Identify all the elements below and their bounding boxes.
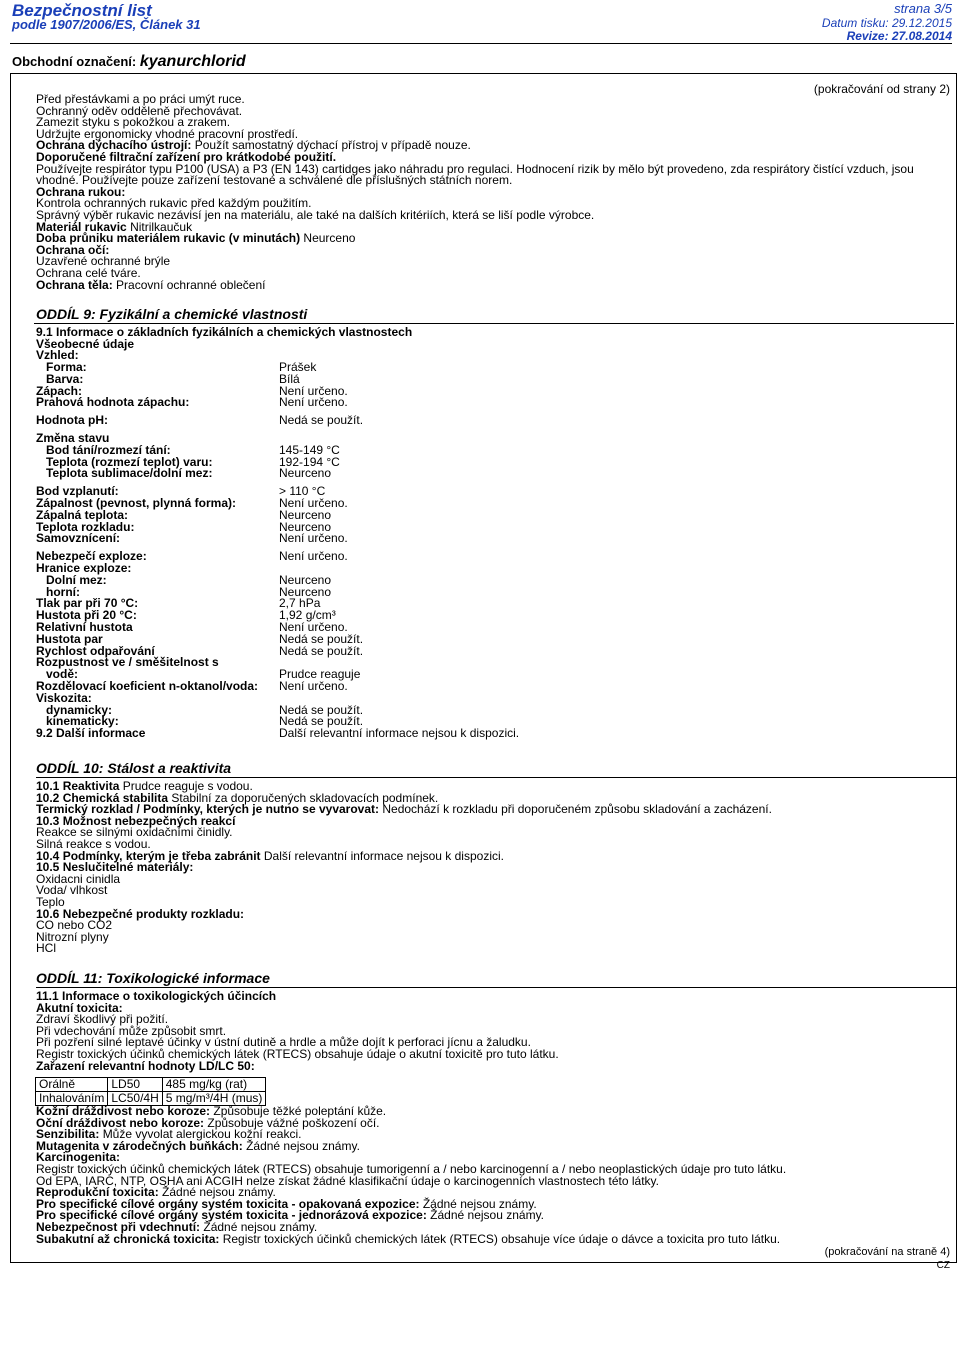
property-value: Není určeno.: [279, 549, 348, 564]
body-protection: [36, 277, 951, 292]
value: Žádné nejsou známy.: [246, 1138, 360, 1153]
property-value: 192-194 °C: [279, 454, 340, 469]
property-label: Hranice exploze:: [36, 560, 132, 575]
text-line: Při pozření silné leptavé účinky v ústní dutině a hrdle a může dojít k perforaci jícnu a žaludku.: [36, 1035, 531, 1050]
section-11-block-b: [36, 1106, 951, 1245]
property-label: Barva:: [46, 371, 84, 386]
text-line: CO nebo CO2: [36, 918, 113, 933]
continued-to: (pokračování na straně 4): [824, 1246, 950, 1258]
property-label: Zápalnost (pevnost, plynná forma):: [36, 495, 237, 510]
property-label: vodě:: [46, 667, 79, 682]
property-value: Není určeno.: [279, 383, 348, 398]
value: Další relevantní informace nejsou k dispozici.: [263, 848, 504, 863]
property-value: Neurceno: [279, 507, 332, 522]
table-cell: LD50: [108, 1078, 162, 1092]
eye-protection-heading: Ochrana očí:: [36, 242, 110, 257]
table-cell: 485 mg/kg (rat): [162, 1078, 266, 1092]
value: Použít samostatný dýchací přístroj v případě nouze.: [194, 138, 471, 153]
trade-label: Obchodní označení:: [12, 54, 137, 69]
trade-value: kyanurchlorid: [139, 53, 246, 70]
label: Pro specifické cílové orgány systém toxicita - jednorázová expozice:: [36, 1208, 427, 1223]
value: Žádné nejsou známy.: [162, 1185, 276, 1200]
label: Nebezpečnost při vdechnutí:: [36, 1219, 201, 1234]
glove-breakthrough: [36, 233, 951, 245]
label: Ochrana dýchacího ústrojí:: [36, 138, 192, 153]
header-title: Bezpečnostní list: [12, 1, 152, 20]
text-line: Od EPA, IARC, NTP, OSHA ani ACGIH nelze získat žádné klasifikační údaje o karcinogenních vlastnostech této látky.: [36, 1173, 659, 1188]
value: Stabilní za doporučených skladovacích podmínek.: [171, 790, 439, 805]
property-label: Změna stavu: [36, 430, 110, 445]
mutagenicity: [36, 1138, 951, 1153]
property-label: Rozdělovací koeficient n-oktanol/voda:: [36, 678, 259, 693]
subheading: Všeobecné údaje: [36, 336, 135, 351]
section-11-title: ODDÍL 11: Toxikologické informace: [36, 970, 270, 986]
value: Pracovní ochranné oblečení: [116, 277, 266, 292]
property-value: Nedá se použít.: [279, 413, 364, 428]
text-line: Reakce se silnými oxidačními činidly.: [36, 825, 233, 840]
property-row: [36, 678, 412, 693]
property-row: [36, 397, 412, 409]
property-label: Teplota (rozmezí teplot) varu:: [46, 454, 213, 469]
subheading: 11.1 Informace o toxikologických účincích: [36, 989, 277, 1003]
property-value: Nedá se použít.: [279, 714, 364, 729]
label: Mutagenita v zárodečných buňkách:: [36, 1138, 243, 1153]
property-value: Není určeno.: [279, 619, 348, 634]
property-value: Neurceno: [279, 584, 332, 599]
property-label: Hustota při 20 °C:: [36, 608, 137, 623]
label: Pro specifické cílové orgány systém toxicita - opakovaná expozice:: [36, 1196, 420, 1211]
value: Způsobuje vážné poškození očí.: [207, 1115, 380, 1130]
text-line: Správný výběr rukavic nezávisí jen na materiálu, ale také na dalších kritériích, která se liší podle výrobce.: [36, 207, 595, 222]
text-line: Ochranný oděv odděleně přechovávat.: [36, 103, 243, 118]
table-cell: LC50/4H: [108, 1092, 162, 1106]
text-line: Ochrana celé tváre.: [36, 265, 141, 280]
property-label: Dolní mez:: [46, 572, 107, 587]
header-dates: [822, 17, 952, 43]
property-label: 9.2 Další informace: [36, 726, 146, 741]
property-value: Prudce reaguje: [279, 667, 361, 682]
property-value: Neurceno: [279, 572, 332, 587]
property-label: Hustota par: [36, 631, 103, 646]
property-row: [36, 371, 412, 386]
text-line: Teplo: [36, 894, 65, 909]
property-value: Není určeno.: [279, 678, 348, 693]
value: Nitrilkaučuk: [130, 219, 193, 234]
property-label: Nebezpečí exploze:: [36, 549, 147, 564]
text-line: Registr toxických účinků chemických látek (RTECS) obsahuje tumorigenní a / nebo karcinogenní a / nebo neoplastických údaje pro tuto látku.: [36, 1161, 787, 1176]
property-row: [36, 468, 412, 480]
property-row: [36, 726, 520, 741]
continued-from: (pokračování od strany 2): [813, 82, 950, 96]
table-cell: 5 mg/m³/4H (mus): [162, 1092, 266, 1106]
subheading: Akutní toxicita:: [36, 1000, 123, 1015]
property-label: Teplota sublimace/dolní mez:: [46, 466, 213, 481]
property-label: Prahová hodnota zápachu:: [36, 395, 190, 410]
label: Doba průniku materiálem rukavic (v minutách): [36, 231, 301, 246]
properties-list: [36, 348, 520, 741]
trade-name: [12, 53, 246, 71]
language-code: CZ: [936, 1260, 950, 1271]
label: Kožní dráždivost nebo koroze:: [36, 1104, 211, 1118]
property-row: [36, 350, 412, 362]
subheading: 10.3 Možnost nebezpečných reakcí: [36, 813, 236, 828]
property-value: Neurceno: [279, 466, 332, 481]
property-value: 2,7 hPa: [279, 596, 321, 611]
content-frame: [10, 73, 957, 1271]
chronic-toxicity: [36, 1231, 951, 1246]
property-label: dynamicky:: [46, 702, 113, 717]
table-cell: Inhalováním: [36, 1092, 108, 1106]
section-9-block: [36, 325, 520, 741]
text-line: Uzavřené ochranné brýle: [36, 254, 171, 269]
property-value: Nedá se použít.: [279, 631, 364, 646]
property-row: [36, 359, 412, 374]
property-label: Zápach:: [36, 383, 83, 398]
property-value: > 110 °C: [279, 484, 326, 499]
property-label: Relativní hustota: [36, 619, 133, 634]
label: 10.4 Podmínky, kterým je třeba zabránit: [36, 848, 261, 863]
subheading: 9.1 Informace o základních fyzikálních a chemických vlastnostech: [36, 325, 413, 339]
label: Oční dráždivost nebo koroze:: [36, 1115, 205, 1130]
property-label: Tlak par při 70 °C:: [36, 596, 139, 611]
property-label: horní:: [46, 584, 80, 599]
property-label: Bod tání/rozmezí tání:: [46, 442, 171, 457]
property-label: Samovznícení:: [36, 531, 121, 546]
subheading: Karcinogenita:: [36, 1150, 121, 1165]
value: Nedochází k rozkladu při doporučeném způsobu skladování a zacházení.: [382, 802, 772, 817]
property-row: [36, 415, 412, 427]
header-rule: [10, 43, 952, 44]
table-row: [36, 1078, 266, 1092]
label: Senzibilita:: [36, 1127, 100, 1142]
value: Žádné nejsou známy.: [203, 1219, 318, 1234]
property-label: Viskozita:: [36, 690, 92, 705]
property-row: [36, 572, 412, 587]
property-label: kinematicky:: [46, 714, 119, 729]
table-cell: Orálně: [36, 1078, 108, 1092]
text-line: Kontrola ochranných rukavic před každým použitím.: [36, 196, 312, 211]
subheading: 10.5 Neslučitelné materiály:: [36, 860, 194, 875]
property-label: Rozpustnost ve / směšitelnost s: [36, 655, 219, 670]
property-label: Bod vzplanutí:: [36, 484, 119, 499]
section-8-block: [36, 94, 951, 291]
value: Prudce reaguje s vodou.: [122, 779, 253, 793]
label: Subakutní až chronická toxicita:: [36, 1231, 220, 1246]
text-line: Nitrozní plyny: [36, 929, 109, 944]
text-line: Před přestávkami a po práci umýt ruce.: [36, 92, 245, 106]
section-10-block: [36, 781, 951, 955]
property-value: Nedá se použít.: [279, 702, 364, 717]
property-label: Forma:: [46, 359, 87, 374]
text-line: Zamezit styku s pokožkou a zrakem.: [36, 115, 231, 130]
property-value: Není určeno.: [279, 531, 348, 546]
property-label: Teplota rozkladu:: [36, 519, 135, 534]
revision-date: Revize: 27.08.2014: [846, 29, 952, 43]
text-line: Doporučené filtrační zařízení pro krátkodobé použití.: [36, 149, 337, 164]
text-line: Voda/ vlhkost: [36, 883, 108, 898]
property-label: Zápalná teplota:: [36, 507, 129, 522]
ld-lc50-table: [35, 1077, 266, 1106]
text-line: Registr toxických účinků chemických látek (RTECS) obsahuje údaje o akutní toxicitě pro tuto látku.: [36, 1046, 559, 1061]
label: Ochrana těla:: [36, 277, 113, 292]
label: Termický rozklad / Podmínky, kterých je nutno se vyvarovat:: [36, 802, 380, 817]
property-value: Není určeno.: [279, 395, 348, 410]
print-date: Datum tisku: 29.12.2015: [821, 16, 952, 30]
property-value: Není určeno.: [279, 495, 348, 510]
subheading: Zařazení relevantní hodnoty LD/LC 50:: [36, 1058, 255, 1073]
property-value: Prášek: [279, 359, 317, 374]
value: Neurceno: [303, 231, 356, 246]
property-value: Neurceno: [279, 519, 332, 534]
section-9-title: ODDÍL 9: Fyzikální a chemické vlastnosti: [36, 306, 308, 322]
property-label: Hodnota pH:: [36, 413, 108, 428]
text-line: HCl: [36, 941, 56, 956]
property-value: 1,92 g/cm³: [279, 608, 336, 623]
property-value: 145-149 °C: [279, 442, 340, 457]
value: Žádné nejsou známy.: [422, 1196, 537, 1211]
value: Registr toxických účinků chemických látek (RTECS) obsahuje více údaje o dávce a toxicita pro tuto látku.: [222, 1231, 781, 1246]
value: Způsobuje těžké poleptání kůže.: [213, 1104, 387, 1118]
section-10-title: ODDÍL 10: Stálost a reaktivita: [36, 760, 232, 776]
label: 10.2 Chemická stabilita: [36, 790, 169, 805]
label: Reprodukční toxicita:: [36, 1185, 159, 1200]
page-number: strana 3/5: [894, 1, 952, 16]
text-paragraph: Používejte respirátor typu P100 (USA) a P3 (EN 143) cartidges jako náhradu pro regulaci. Hodnocení rizik by mělo být provedeno, zda respirátory čistící vzduch, jsou vhodné. Používejte pouze zařízení testované a schválené dle příslušných státních norem.: [36, 161, 914, 188]
property-value: Bílá: [279, 371, 300, 386]
label: 10.1 Reaktivita: [36, 779, 120, 793]
text-line: Zdraví škodlivý při požití.: [36, 1012, 169, 1027]
property-value: Nedá se použít.: [279, 643, 364, 658]
section-11-block-a: [36, 991, 951, 1072]
hand-protection-heading: Ochrana rukou:: [36, 184, 126, 199]
text-line: Udržujte ergonomicky vhodné pracovní prostředí.: [36, 126, 299, 141]
text-line: Oxidacni cinidla: [36, 871, 121, 886]
value: Žádné nejsou známy.: [430, 1208, 545, 1223]
header-subtitle: podle 1907/2006/ES, Článek 31: [12, 17, 201, 32]
property-value: Další relevantní informace nejsou k dispozici.: [279, 726, 520, 741]
subheading: 10.6 Nebezpečné produkty rozkladu:: [36, 906, 245, 921]
text-line: Silná reakce s vodou.: [36, 836, 151, 851]
label: Materiál rukavic: [36, 219, 127, 234]
property-row: [36, 533, 412, 545]
property-label: Rychlost odpařování: [36, 643, 155, 658]
property-label: Vzhled:: [36, 348, 79, 363]
text-line: Při vdechování může způsobit smrt.: [36, 1023, 227, 1038]
value: Může vyvolat alergickou kožní reakci.: [102, 1127, 302, 1142]
